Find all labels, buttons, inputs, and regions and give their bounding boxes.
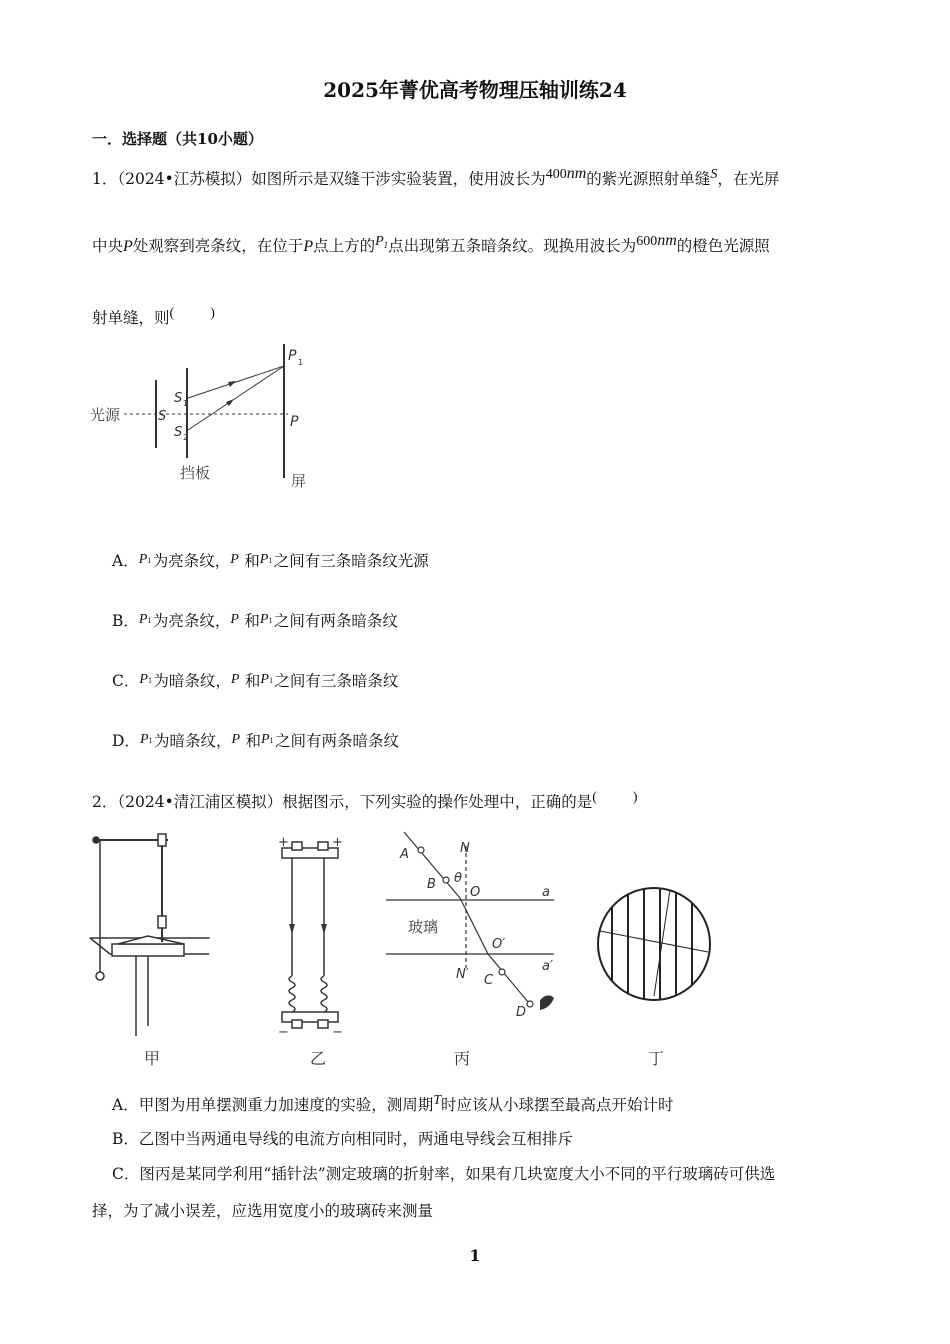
fig-jia-pendulum xyxy=(90,834,210,1036)
option-text: 为暗条纹， xyxy=(153,732,232,750)
option-text: 图丙是某同学利用“插针法”测定玻璃的折射率，如果有几块宽度大小不同的平行玻璃砖可供选 xyxy=(139,1165,776,1183)
q1-text: 中央 xyxy=(92,237,124,255)
q2-option-c-continued xyxy=(92,1199,433,1221)
page-title: 2025年菁优高考物理压轴训练24 xyxy=(323,78,627,102)
p-symbol: P xyxy=(231,732,241,747)
q1-line-2 xyxy=(92,231,770,257)
fig-bing-b-label: B xyxy=(427,877,436,892)
section-heading: 一．选择题（共10小题） xyxy=(92,130,263,148)
q1-text: 如图所示是双缝干涉实验装置，使用波长为 xyxy=(251,170,546,188)
q1-p1-letter: P xyxy=(375,234,384,249)
option-label: B． xyxy=(112,1130,139,1148)
q1-wavelength-2 xyxy=(636,234,677,249)
fig-bing-n-label: N xyxy=(460,841,470,856)
fig-yi-minus-left: − xyxy=(278,1025,289,1040)
q1-p1-symbol: $P_1$ xyxy=(375,234,389,250)
q2-text: 根据图示，下列实验的操作处理中，正确的是 xyxy=(282,793,593,811)
option-text: 时应该从小球摆至最高点开始计时 xyxy=(441,1096,674,1114)
q1-source: （2024•江苏模拟） xyxy=(117,170,252,188)
fig-bing-a2-line-label: a′ xyxy=(542,959,553,974)
q1-option-b[interactable] xyxy=(112,609,398,631)
fig-s2-sub: 2 xyxy=(183,433,189,442)
q1-text: ，在光屏 xyxy=(717,170,780,188)
q1-option-c[interactable] xyxy=(112,669,398,691)
page-number: 1 xyxy=(469,1246,481,1265)
fig-yi-label: 乙 xyxy=(310,1049,327,1068)
option-label: C． xyxy=(112,1165,140,1183)
fig-bing-glass-label: 玻璃 xyxy=(408,918,439,936)
option-text: 和 xyxy=(244,672,261,690)
option-label: A． xyxy=(112,552,139,570)
q1-text: 的紫光源照射单缝 xyxy=(586,170,711,188)
p-symbol: P xyxy=(230,612,239,627)
option-text: 为亮条纹， xyxy=(152,552,231,570)
q1-text: 处观察到亮条纹，在位于 xyxy=(132,237,304,255)
option-text: 和 xyxy=(245,732,261,750)
fig-bing-a-line-label: a xyxy=(542,885,550,900)
fig-s1-label: S xyxy=(174,391,183,406)
period-symbol: T xyxy=(433,1093,442,1108)
option-text: 之间有两条暗条纹 xyxy=(273,612,398,630)
p1-symbol: P1 xyxy=(139,672,152,687)
q2-number: 2． xyxy=(92,793,118,811)
option-text: 和 xyxy=(244,552,260,570)
q2-option-c[interactable] xyxy=(112,1162,775,1184)
p1-symbol: P1 xyxy=(138,612,152,627)
p1-symbol: P1 xyxy=(260,672,273,687)
option-text: 之间有三条暗条纹光源 xyxy=(273,552,429,570)
q1-option-a[interactable] xyxy=(112,549,429,571)
option-text: 和 xyxy=(244,612,260,630)
fig-p-label: P xyxy=(290,414,299,430)
fig-bing-c-label: C xyxy=(484,973,494,988)
q1-text: 点出现第五条暗条纹。现换用波长为 xyxy=(388,237,637,255)
option-text: 乙图中当两通电导线的电流方向相同时，两通电导线会互相排斥 xyxy=(138,1130,573,1148)
p1-symbol: P1 xyxy=(259,612,273,627)
q1-p-symbol: P xyxy=(123,238,133,255)
option-text: 择，为了减小误差，应选用宽度小的玻璃砖来测量 xyxy=(92,1202,434,1220)
fig-bing-theta-label: θ xyxy=(454,871,462,886)
fig-bing-d-label: D xyxy=(516,1005,527,1020)
fig-bing-n2-label: N′ xyxy=(456,967,469,982)
q2-option-b[interactable] xyxy=(112,1127,573,1149)
fig-bing-eye-icon xyxy=(540,995,554,1010)
q2-line-1 xyxy=(92,788,638,812)
fig-arrow-1 xyxy=(228,381,236,387)
fig-screen-label: 屏 xyxy=(291,472,307,490)
q1-wavelength-2-value: 600 xyxy=(636,234,658,249)
q1-number: 1． xyxy=(92,170,118,188)
option-text: 甲图为用单摆测重力加速度的实验，测周期 xyxy=(138,1096,434,1114)
q2-source: （2024•清江浦区模拟） xyxy=(117,793,283,811)
q1-wavelength-1 xyxy=(546,167,587,182)
q1-unit: nm xyxy=(566,165,587,182)
q1-line-3 xyxy=(92,304,215,328)
option-label: A． xyxy=(112,1096,139,1114)
fig-bing-label: 丙 xyxy=(454,1049,471,1068)
option-text: 为暗条纹， xyxy=(153,672,231,690)
fig-ray-2 xyxy=(188,366,284,430)
p1-symbol: P1 xyxy=(139,732,153,747)
q2-figures xyxy=(88,826,728,1074)
fig-yi-plus-right: + xyxy=(332,835,343,850)
option-text: 为亮条纹， xyxy=(152,612,231,630)
q1-text: 射单缝，则 xyxy=(92,309,170,327)
fig-ding-fringes xyxy=(598,888,710,1000)
q2-paren-open: ( xyxy=(592,790,597,805)
q1-wavelength-1-value: 400 xyxy=(545,167,567,182)
q1-line-1 xyxy=(92,164,779,189)
q2-paren-close: ) xyxy=(632,790,638,805)
option-label: C． xyxy=(112,672,140,690)
option-text: 之间有两条暗条纹 xyxy=(274,732,399,750)
fig-s-label: S xyxy=(158,409,167,424)
fig-barrier-label: 挡板 xyxy=(180,464,211,482)
q1-slit-symbol: S xyxy=(710,167,718,182)
p1-symbol: P1 xyxy=(259,552,273,567)
option-text: 之间有三条暗条纹 xyxy=(274,672,399,690)
q1-paren-open: ( xyxy=(169,306,175,321)
fig-s1-sub: 1 xyxy=(183,399,189,408)
option-label: D． xyxy=(112,732,140,750)
p-symbol: P xyxy=(230,552,239,567)
fig-yi-wires xyxy=(282,842,338,1028)
fig-s2-label: S xyxy=(174,425,183,440)
option-label: B． xyxy=(112,612,139,630)
fig-arrow-2 xyxy=(226,399,234,406)
fig-bing-o2-label: O′ xyxy=(492,937,506,952)
q1-option-d[interactable] xyxy=(112,729,399,751)
q1-paren-close: ) xyxy=(210,306,215,321)
q1-text: 点上方的 xyxy=(313,237,376,255)
fig-light-source-label: 光源 xyxy=(90,406,121,424)
p1-symbol: P1 xyxy=(260,732,274,747)
fig-yi-minus-right: − xyxy=(332,1025,343,1040)
p-symbol: P xyxy=(230,672,240,687)
q1-double-slit-figure xyxy=(88,338,328,496)
fig-yi-arrow-right xyxy=(321,924,327,934)
fig-yi-plus-left: + xyxy=(278,835,289,850)
fig-bing-a-label: A xyxy=(400,847,409,862)
fig-bing-o-label: O xyxy=(470,885,481,900)
fig-p1-label: P xyxy=(288,348,297,364)
q2-option-a[interactable] xyxy=(112,1093,674,1115)
q1-p-symbol: P xyxy=(303,238,314,255)
q1-text: 的橙色光源照 xyxy=(676,237,770,255)
fig-ding-label: 丁 xyxy=(648,1049,665,1068)
fig-p1-sub: 1 xyxy=(298,358,304,367)
fig-ray-1 xyxy=(188,366,284,398)
fig-jia-label: 甲 xyxy=(144,1049,161,1068)
p1-symbol: P1 xyxy=(138,552,152,567)
q1-unit: nm xyxy=(657,232,677,249)
fig-yi-arrow-left xyxy=(289,924,295,934)
